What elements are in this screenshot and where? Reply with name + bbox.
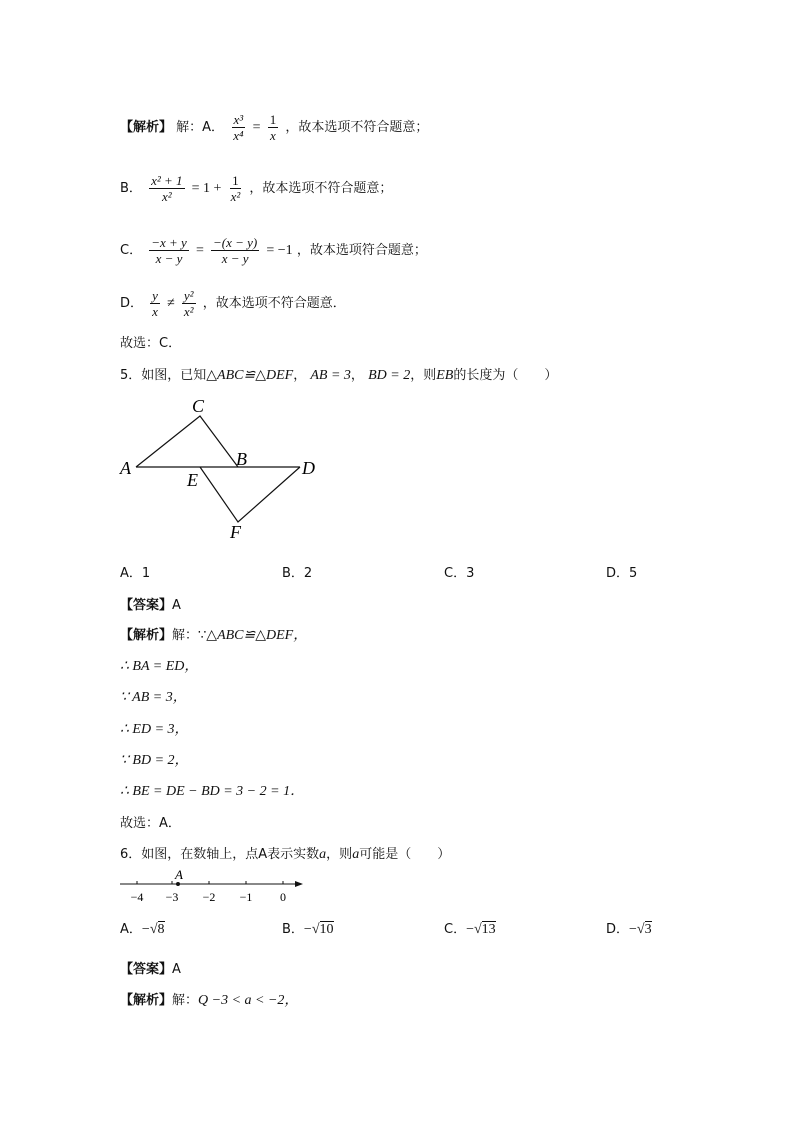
q6-stem: [120, 843, 450, 863]
q6-answer: [120, 958, 181, 977]
denominator: x²: [230, 189, 241, 204]
triangle-def: [200, 467, 300, 522]
q5-choice: 故选：A．: [120, 816, 181, 831]
stem-text: 可能是（ ）: [359, 847, 451, 862]
stem-text: ，则: [410, 368, 437, 383]
stem-text: 的长度为（ ）: [453, 368, 558, 383]
variable-a: a: [352, 847, 360, 862]
arrow-icon: [295, 881, 303, 887]
option-d: D．5: [606, 566, 638, 581]
fraction: [211, 235, 259, 266]
q5-analysis-line: [120, 624, 307, 644]
fraction: [150, 288, 160, 319]
q4-analysis-line-c: [120, 235, 427, 266]
label-a: A: [120, 458, 131, 478]
option-c: C．3: [444, 566, 475, 581]
option-label: C．: [120, 243, 143, 258]
label-d: D: [302, 458, 315, 478]
q4-choice: 故选：C．: [120, 336, 182, 351]
option-a: A．1: [120, 566, 151, 581]
sqrt-icon: √: [149, 922, 158, 937]
denominator: x²: [161, 189, 172, 204]
answer-value: A: [172, 962, 181, 977]
tick-label: −4: [130, 890, 144, 904]
analysis-tag: 【解析】: [120, 120, 173, 135]
minus-sign: −: [466, 922, 474, 937]
denominator: x − y: [221, 251, 249, 266]
minus-sign: −: [303, 922, 312, 937]
q4-analysis-line-a: [120, 112, 428, 143]
analysis-tag: 【解析】: [120, 628, 173, 643]
analysis-head: 解：∵: [172, 628, 207, 643]
radicand: 10: [319, 922, 334, 937]
sqrt-icon: √: [473, 922, 482, 937]
answer-tag: 【答案】: [120, 598, 173, 613]
analysis-step: ∴ ED = 3，: [120, 722, 189, 737]
tick-label: −3: [165, 890, 179, 904]
minus-sign: −: [141, 922, 150, 937]
analysis-step: ∴ BE = DE − BD = 3 − 2 = 1．: [120, 784, 305, 799]
analysis-step: △ABC≌△DEF，: [206, 628, 308, 643]
sqrt-icon: √: [311, 922, 320, 937]
fraction: [149, 235, 189, 266]
denominator: x²: [183, 304, 194, 319]
numerator: y: [152, 288, 158, 303]
given-bd: BD = 2: [368, 368, 411, 383]
stem-text: ，: [350, 368, 364, 383]
equals-sign: =: [195, 243, 204, 258]
congruence-statement: △ABC≌△DEF: [206, 368, 294, 383]
q4-analysis-line-d: [120, 288, 346, 319]
option-d: [606, 918, 652, 938]
analysis-step: ∴ BA = ED，: [120, 659, 199, 674]
point-a: [176, 882, 180, 886]
analysis-tag: 【解析】: [120, 993, 173, 1008]
numerator: 1: [269, 112, 277, 127]
numerator: −(x − y): [213, 235, 258, 250]
stem-text: ，则: [326, 847, 353, 862]
minus-sign: −: [629, 922, 637, 937]
numerator: x³: [233, 112, 244, 127]
tick-label: −1: [239, 890, 253, 904]
triangle-figure: [110, 392, 330, 544]
stem-text: 6．如图，在数轴上，点A表示实数: [120, 847, 320, 862]
radicand: 8: [157, 922, 165, 937]
label-c: C: [192, 396, 205, 416]
option-b: [282, 918, 334, 938]
option-c: [444, 918, 496, 938]
radicand: 13: [481, 922, 496, 937]
segment-eb: EB: [436, 368, 454, 383]
option-label: B．: [282, 922, 304, 937]
q5-answer: [120, 594, 181, 613]
option-a: [120, 918, 165, 938]
analysis-head: 解：A．: [176, 120, 225, 135]
comment: ，故本选项符合题意；: [296, 243, 427, 258]
comment: ，故本选项不符合题意；: [285, 120, 429, 135]
fraction: [229, 173, 243, 204]
analysis-step: ∵ AB = 3，: [120, 690, 187, 705]
option-label: D．: [120, 296, 144, 311]
answer-value: A: [172, 598, 181, 613]
analysis-expression: Q −3 < a < −2，: [198, 993, 299, 1008]
q4-analysis-line-b: [120, 173, 392, 204]
tick-label: 0: [280, 890, 286, 904]
radicand: 3: [644, 922, 652, 937]
expression: = 1 +: [191, 181, 222, 196]
option-label: A．: [120, 922, 142, 937]
stem-text: ，: [293, 368, 307, 383]
label-b: B: [236, 449, 247, 469]
number-line: [115, 866, 315, 906]
not-equal-sign: ≠: [167, 296, 175, 311]
comment: ，故本选项不符合题意．: [202, 296, 346, 311]
q6-analysis-line: [120, 989, 298, 1009]
denominator: x: [270, 128, 276, 143]
q5-options: [0, 562, 794, 580]
tick-label: −2: [202, 890, 216, 904]
point-label: A: [175, 867, 183, 882]
stem-text: 5．如图，已知: [120, 368, 207, 383]
comment: ，故本选项不符合题意；: [249, 181, 393, 196]
analysis-step: ∵ BD = 2，: [120, 753, 189, 768]
option-b: B．2: [282, 566, 313, 581]
numerator: y²: [183, 288, 194, 303]
fraction: [182, 288, 196, 319]
denominator: x − y: [155, 251, 183, 266]
option-label: C．: [444, 922, 467, 937]
denominator: x⁴: [233, 128, 244, 143]
sqrt-icon: √: [636, 922, 645, 937]
triangle-abc: [136, 416, 238, 467]
fraction: [149, 173, 184, 204]
option-label: D．: [606, 922, 630, 937]
label-e: E: [187, 470, 198, 490]
analysis-head: 解：: [172, 993, 199, 1008]
equals-sign: =: [252, 120, 261, 135]
result: = −1: [266, 243, 293, 258]
q5-stem: [120, 364, 557, 384]
given-ab: AB = 3: [310, 368, 351, 383]
label-f: F: [230, 522, 241, 542]
answer-tag: 【答案】: [120, 962, 173, 977]
q6-options: [0, 918, 794, 940]
fraction: [231, 112, 245, 143]
numerator: −x + y: [151, 235, 187, 250]
fraction: [268, 112, 279, 143]
option-label: B．: [120, 181, 142, 196]
numerator: x² + 1: [151, 173, 183, 188]
denominator: x: [152, 304, 158, 319]
numerator: 1: [232, 173, 239, 188]
variable-a: a: [319, 847, 327, 862]
